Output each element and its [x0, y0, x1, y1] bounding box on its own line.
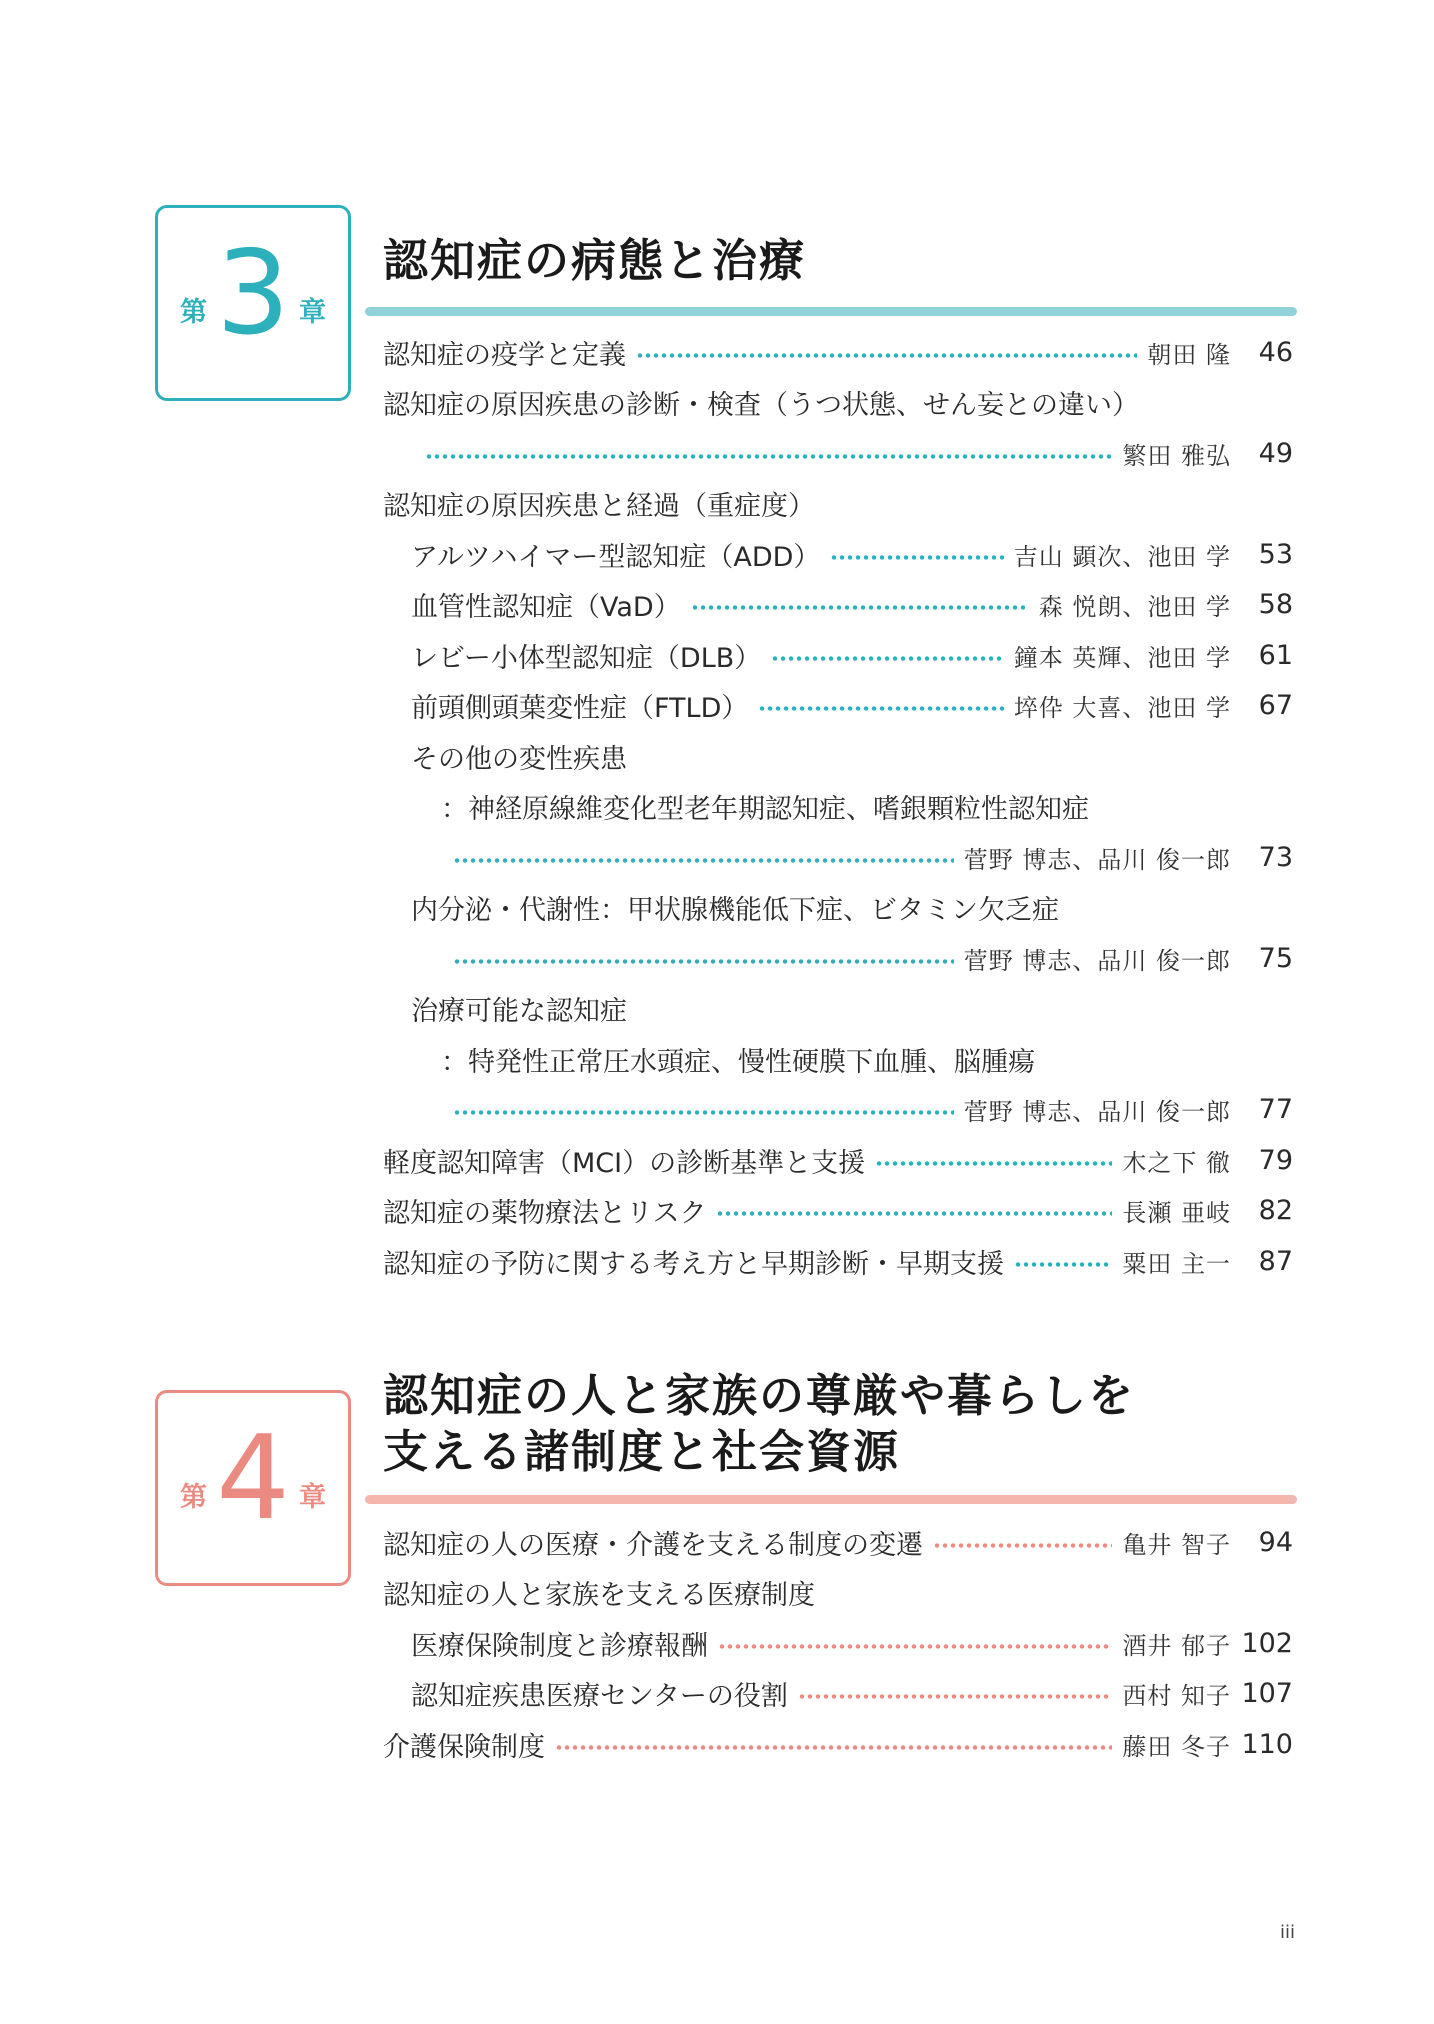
chapter-3-divider	[365, 307, 1297, 316]
toc-entry-continuation	[383, 1085, 1293, 1136]
toc-entry-author: 亀井 智子	[1122, 1530, 1231, 1559]
toc-entry-continuation	[383, 832, 1293, 883]
toc-entry-title: 軽度認知障害（MCI）の診断基準と支援	[383, 1147, 866, 1179]
toc-entry-page: 46	[1258, 336, 1293, 368]
toc-entry-continuation	[383, 428, 1293, 479]
dot-leader	[425, 454, 1112, 459]
toc-entry-author: 繁田 雅弘	[1122, 441, 1231, 470]
dot-leader	[1014, 1262, 1112, 1267]
toc-entry-author: 藤田 冬子	[1122, 1732, 1231, 1761]
toc-entry-title: アルツハイマー型認知症（ADD）	[411, 541, 821, 573]
chapter-number: 3	[216, 226, 290, 361]
chapter-4-divider	[365, 1495, 1297, 1504]
toc-entry-title: 認知症の疫学と定義	[383, 339, 626, 371]
dot-leader	[555, 1745, 1112, 1750]
toc-entry-author: 木之下 徹	[1122, 1148, 1231, 1177]
toc-entry-title: 血管性認知症（VaD）	[411, 592, 681, 624]
dot-leader	[758, 706, 1003, 711]
toc-entry-title: 認知症の人と家族を支える医療制度	[383, 1580, 815, 1612]
toc-entry-title: 前頭側頭葉変性症（FTLD）	[411, 693, 749, 725]
chapter-prefix: 第	[180, 297, 207, 328]
toc-entry	[383, 1186, 1293, 1237]
toc-entry-title: 治療可能な認知症	[411, 996, 627, 1028]
dot-leader	[798, 1694, 1112, 1699]
toc-entry	[383, 984, 1293, 1035]
toc-entry-title: 認知症の原因疾患と経過（重症度）	[383, 491, 815, 523]
toc-entry-title: 認知症の予防に関する考え方と早期診断・早期支援	[383, 1248, 1004, 1280]
toc-entry	[383, 1669, 1293, 1720]
toc-entry-author: 西村 知子	[1122, 1682, 1231, 1711]
dot-leader	[453, 858, 954, 863]
toc-entry-title: 認知症の薬物療法とリスク	[383, 1198, 707, 1230]
chapter-4-entries	[383, 1517, 1293, 1770]
toc-entry-author: 鐘本 英輝、池田 学	[1013, 643, 1231, 672]
chapter-suffix: 章	[299, 1482, 326, 1513]
toc-entry-page: 107	[1241, 1678, 1293, 1710]
chapter-prefix: 第	[180, 1482, 207, 1513]
chapter-suffix: 章	[299, 297, 326, 328]
toc-entry-page: 102	[1241, 1627, 1293, 1659]
toc-entry	[383, 1568, 1293, 1619]
page-number: iii	[1279, 1922, 1295, 1943]
toc-entry-author: 朝田 隆	[1147, 340, 1231, 369]
dot-leader	[716, 1211, 1112, 1216]
toc-entry	[383, 1719, 1293, 1770]
dot-leader	[771, 656, 1003, 661]
toc-entry-page: 75	[1258, 942, 1293, 974]
chapter-3-title: 認知症の病態と治療	[383, 234, 807, 287]
toc-entry-page: 67	[1258, 690, 1293, 722]
chapter-3-badge	[155, 205, 351, 401]
toc-entry-page: 94	[1258, 1526, 1293, 1558]
toc-entry	[383, 1135, 1293, 1186]
toc-entry-page: 53	[1258, 538, 1293, 570]
toc-entry	[383, 731, 1293, 782]
toc-entry	[383, 1517, 1293, 1568]
toc-entry	[383, 378, 1293, 429]
toc-entry-author: 森 悦朗、池田 学	[1038, 593, 1231, 622]
toc-entry-title: 医療保険制度と診療報酬	[411, 1630, 708, 1662]
toc-entry-title: ：神経原線維変化型老年期認知症、嗜銀顆粒性認知症	[441, 794, 1089, 826]
toc-entry	[383, 782, 1293, 833]
dot-leader	[718, 1644, 1112, 1649]
chapter-3-entries	[383, 327, 1293, 1287]
toc-entry-page: 73	[1258, 841, 1293, 873]
toc-entry	[383, 883, 1293, 934]
dot-leader	[691, 605, 1029, 610]
chapter-4-title-line1: 認知症の人と家族の尊厳や暮らしを	[383, 1369, 1136, 1422]
toc-entry-page: 77	[1258, 1094, 1293, 1126]
toc-entry	[383, 681, 1293, 732]
toc-entry-author: 酒井 郁子	[1122, 1631, 1231, 1660]
toc-entry	[383, 630, 1293, 681]
toc-entry-title: 認知症の原因疾患の診断・検査（うつ状態、せん妄との違い）	[383, 390, 1139, 422]
toc-entry-title: 介護保険制度	[383, 1731, 545, 1763]
dot-leader	[875, 1161, 1112, 1166]
chapter-4-title-line2: 支える諸制度と社会資源	[383, 1425, 901, 1478]
toc-entry	[383, 529, 1293, 580]
toc-entry-continuation	[383, 933, 1293, 984]
toc-entry-page: 58	[1258, 589, 1293, 621]
dot-leader	[830, 555, 1003, 560]
toc-entry-author: 埣伜 大喜、池田 学	[1013, 694, 1231, 723]
toc-entry-title: その他の変性疾患	[411, 743, 627, 775]
toc-entry	[383, 1034, 1293, 1085]
toc-entry	[383, 1618, 1293, 1669]
toc-entry-page: 61	[1258, 639, 1293, 671]
chapter-4-title	[383, 1368, 1135, 1480]
toc-entry-author: 菅野 博志、品川 俊一郎	[963, 1098, 1231, 1127]
dot-leader	[933, 1543, 1112, 1548]
dot-leader	[453, 959, 954, 964]
toc-entry-author: 粟田 主一	[1122, 1249, 1231, 1278]
toc-entry	[383, 327, 1293, 378]
toc-entry	[383, 1236, 1293, 1287]
toc-entry-title: レビー小体型認知症（DLB）	[411, 642, 762, 674]
toc-entry	[383, 580, 1293, 631]
toc-entry	[383, 479, 1293, 530]
toc-entry-page: 82	[1258, 1195, 1293, 1227]
toc-entry-author: 吉山 顕次、池田 学	[1013, 542, 1231, 571]
toc-entry-page: 49	[1258, 437, 1293, 469]
chapter-number: 4	[216, 1411, 290, 1546]
toc-entry-page: 110	[1241, 1728, 1293, 1760]
toc-entry-author: 菅野 博志、品川 俊一郎	[963, 845, 1231, 874]
toc-entry-title: ：特発性正常圧水頭症、慢性硬膜下血腫、脳腫瘍	[441, 1046, 1035, 1078]
toc-entry-title: 認知症疾患医療センターの役割	[411, 1681, 788, 1713]
toc-entry-author: 長瀬 亜岐	[1122, 1199, 1231, 1228]
toc-entry-page: 79	[1258, 1144, 1293, 1176]
dot-leader	[636, 353, 1137, 358]
toc-entry-page: 87	[1258, 1245, 1293, 1277]
toc-entry-author: 菅野 博志、品川 俊一郎	[963, 946, 1231, 975]
dot-leader	[453, 1110, 954, 1115]
chapter-4-badge	[155, 1390, 351, 1586]
toc-entry-title: 内分泌・代謝性：甲状腺機能低下症、ビタミン欠乏症	[411, 895, 1059, 927]
toc-entry-title: 認知症の人の医療・介護を支える制度の変遷	[383, 1529, 923, 1561]
